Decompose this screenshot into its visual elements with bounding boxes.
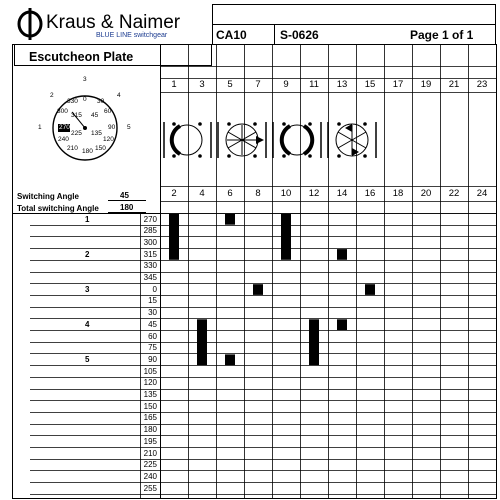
dial-label: 225 [71,130,82,137]
contact-closure-bar [169,214,179,260]
total-angle-field [108,202,146,213]
position-label: 4 [85,319,90,329]
contact-closure-bar [337,319,347,330]
angle-label: 315 [143,249,157,259]
contact-closure-bar [225,354,235,365]
outer-frame [13,45,497,499]
dial-label: 240 [58,136,69,143]
drawing-number: S-0626 [280,28,319,42]
switching-grid [30,44,497,498]
contact-number-bottom: 4 [199,188,205,199]
angle-label: 300 [143,237,157,247]
contact-closure-bar [253,284,263,295]
contact-number-bottom: 12 [308,188,320,199]
brand-tagline: BLUE LINE switchgear [96,32,168,39]
contact-number-bottom: 16 [364,188,376,199]
contact-number-top: 7 [255,79,261,90]
contact-closure-bar [337,249,347,260]
dial-label: 2 [50,92,54,99]
angle-label: 15 [148,296,157,306]
dial-label: 300 [57,108,68,115]
dial-label: 30 [97,98,105,105]
angle-label: 90 [148,354,157,364]
contact-number-top: 1 [171,79,177,90]
dial-label: 315 [71,112,82,119]
contact-number-bottom: 2 [171,188,177,199]
angle-label: 270 [143,214,157,224]
contact-symbol-4 [328,122,376,158]
angle-label: 330 [143,261,157,271]
escutcheon-title: Escutcheon Plate [14,44,212,66]
angle-label: 165 [143,413,157,423]
dial-label: 330 [67,98,78,105]
contact-number-bottom: 24 [476,188,488,199]
angle-label: 240 [143,471,157,481]
contact-closure-bar [225,214,235,225]
contact-number-bottom: 8 [255,188,261,199]
contact-number-bottom: 18 [392,188,404,199]
contact-number-bottom: 22 [448,188,460,199]
dial-label: 120 [103,136,114,143]
dial-label: 1 [38,124,42,131]
angle-label: 105 [143,366,157,376]
angle-label: 195 [143,436,157,446]
contact-number-bottom: 6 [227,188,233,199]
contact-number-top: 15 [364,79,376,90]
contact-number-bottom: 14 [336,188,348,199]
contact-number-top: 13 [336,79,348,90]
position-label: 5 [85,354,90,364]
position-label: 1 [85,214,90,224]
angle-label: 285 [143,226,157,236]
angle-label: 345 [143,273,157,282]
page-indicator: Page 1 of 1 [410,28,474,42]
dial-label: 210 [67,145,78,152]
contact-number-top: 3 [199,79,205,90]
angle-label: 225 [143,460,157,470]
contact-number-bottom: 10 [280,188,292,199]
contact-number-top: 17 [392,79,404,90]
dial-label: 0 [83,96,87,103]
total-angle-label: Total switching Angle [17,204,99,213]
angle-label: 150 [143,401,157,411]
contact-symbol-3 [273,122,321,158]
contact-number-top: 9 [283,79,289,90]
contact-closure-bar [197,319,207,365]
contact-symbol-1 [164,122,211,158]
dial-label: 90 [108,124,116,131]
angle-label: 255 [143,483,157,493]
dial-label: 3 [83,76,87,83]
dial-label: 45 [91,112,99,119]
angle-label: 135 [143,390,157,399]
switching-angle-label: Switching Angle [17,192,79,201]
angle-label: 45 [148,319,157,329]
contact-number-top: 23 [476,79,488,90]
dial-label: 180 [82,148,93,155]
dial-label: 135 [91,130,102,137]
angle-label: 75 [148,343,157,353]
angle-label: 210 [143,448,157,458]
angle-label: 0 [152,284,157,294]
contact-number-top: 21 [448,79,460,90]
dial-marker-label: 270 [59,124,70,131]
switching-angle-field [108,190,146,201]
angle-label: 180 [143,425,157,435]
dial-label: 60 [104,108,112,115]
contact-closure-bar [281,214,291,260]
contact-symbols [164,122,376,158]
dial-label: 150 [95,145,106,152]
angle-label: 60 [148,331,157,341]
dial-label: 4 [117,92,121,99]
contact-number-bottom: 20 [420,188,432,199]
contact-number-top: 11 [309,79,319,90]
contact-number-top: 5 [227,79,233,90]
angle-label: 120 [143,378,157,388]
angle-label: 30 [148,308,157,318]
contact-closure-bar [309,319,319,365]
switching-angle-value: 45 [120,191,129,200]
contact-closure-bar [365,284,375,295]
position-label: 3 [85,284,90,294]
dial-label: 5 [127,124,131,131]
contact-symbol-2 [218,122,266,158]
contact-number-top: 19 [420,79,432,90]
position-label: 2 [85,249,90,259]
brand-name: Kraus & Naimer [46,12,181,33]
model-code: CA10 [216,28,247,42]
total-angle-value: 180 [120,203,134,212]
